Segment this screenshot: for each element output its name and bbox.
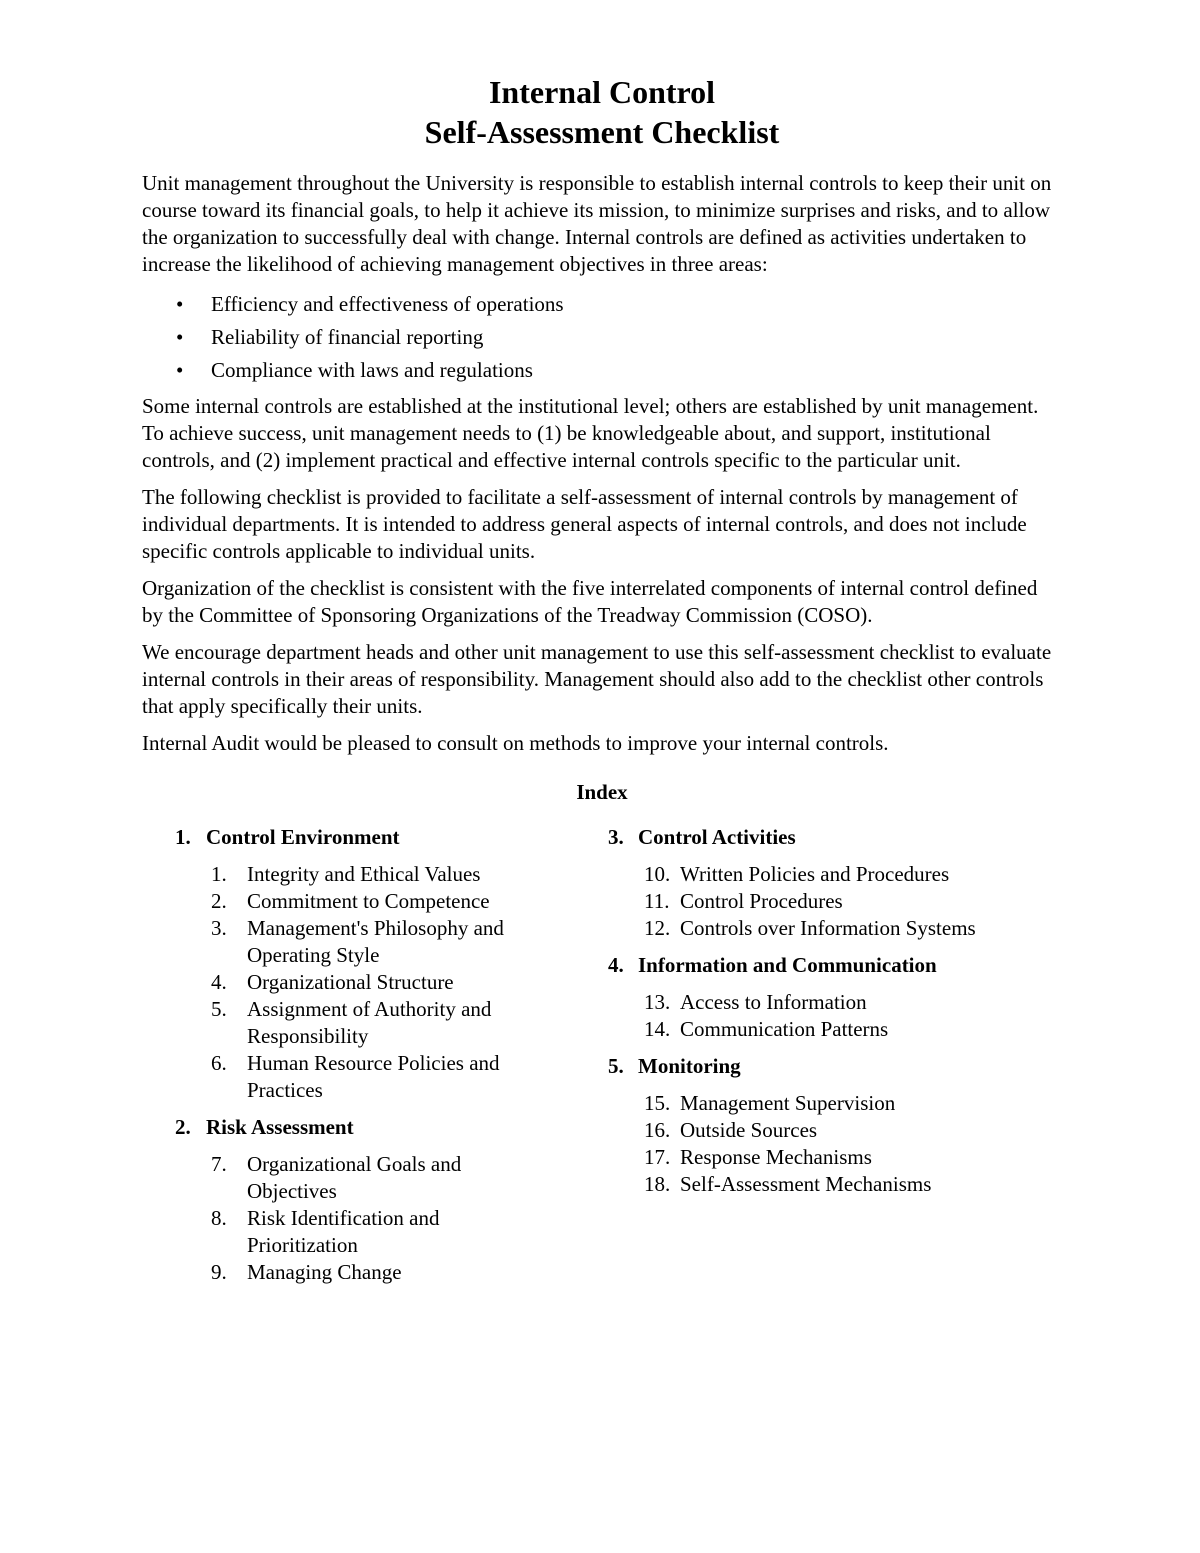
index-items: [608, 989, 1062, 1043]
title-line-2: Self-Assessment Checklist: [424, 114, 780, 150]
document-page: [142, 72, 1062, 1296]
item-number: 12.: [644, 916, 671, 940]
index-column-right: [608, 824, 1062, 1296]
list-item: [608, 888, 1062, 915]
section-label: Monitoring: [638, 1054, 741, 1078]
bullet-icon: •: [176, 358, 184, 382]
item-text: Written Policies and Procedures: [680, 862, 950, 886]
item-text: Control Procedures: [680, 889, 843, 913]
section-title: [142, 824, 608, 851]
index-section-control-environment: [142, 824, 608, 1104]
section-number: 4.: [608, 953, 624, 977]
index-section-risk-assessment: [142, 1114, 608, 1286]
index-column-left: [142, 824, 608, 1296]
item-text: Outside Sources: [680, 1118, 818, 1142]
paragraph-institutional-controls: Some internal controls are established at the institutional level; others are established by unit management. To achieve success, unit management needs to (1) be knowledgeable about, and support, institutional controls, and (2) implement practical and effective internal controls specific to the particular unit.: [142, 394, 1039, 472]
item-number: 4.: [211, 970, 227, 994]
list-item: [608, 915, 1062, 942]
section-title: [608, 824, 1062, 851]
item-text: Commitment to Competence: [247, 889, 490, 913]
item-text: Self-Assessment Mechanisms: [680, 1172, 932, 1196]
item-number: 2.: [211, 889, 227, 913]
section-number: 2.: [175, 1115, 191, 1139]
list-item: [142, 1050, 608, 1104]
list-item: [142, 996, 608, 1050]
section-title: [608, 1053, 1062, 1080]
item-number: 10.: [644, 862, 671, 886]
index-items: [608, 1090, 1062, 1198]
item-text: Response Mechanisms: [680, 1145, 872, 1169]
section-label: Control Activities: [638, 825, 796, 849]
item-number: 16.: [644, 1118, 671, 1142]
index-items: [142, 861, 608, 1104]
bullet-text: Compliance with laws and regulations: [211, 358, 533, 382]
index-columns: [142, 824, 1062, 1296]
item-text: Controls over Information Systems: [680, 916, 976, 940]
item-number: 14.: [644, 1017, 671, 1041]
item-text: Integrity and Ethical Values: [247, 862, 481, 886]
paragraph-checklist-purpose: The following checklist is provided to facilitate a self-assessment of internal controls by management of individual departments. It is intended to address general aspects of internal controls, and does not include specific controls applicable to individual units.: [142, 485, 1027, 563]
list-item: [142, 288, 1062, 321]
item-number: 18.: [644, 1172, 671, 1196]
section-number: 1.: [175, 825, 191, 849]
item-number: 5.: [211, 997, 227, 1021]
title-block: [142, 72, 1062, 152]
list-item: [608, 1090, 1062, 1117]
list-item: [608, 989, 1062, 1016]
intro-paragraph: Unit management throughout the University is responsible to establish internal controls to keep their unit on course toward its financial goals, to help it achieve its mission, to minimize surprises and risks, and to allow the organization to successfully deal with change. Internal controls are defined as activities undertaken to increase the likelihood of achieving management objectives in three areas:: [142, 171, 1052, 276]
paragraph-coso: Organization of the checklist is consistent with the five interrelated components of internal control defined by the Committee of Sponsoring Organizations of the Treadway Commission (COSO).: [142, 576, 1038, 627]
list-item: [142, 969, 608, 996]
section-title: [608, 952, 1062, 979]
item-text: Organizational Goals and Objectives: [247, 1152, 462, 1203]
item-text: Assignment of Authority and Responsibility: [247, 997, 492, 1048]
index-items: [608, 861, 1062, 942]
list-item: [142, 1151, 608, 1205]
objectives-list: [142, 288, 1062, 387]
list-item: [142, 1259, 608, 1286]
item-number: 6.: [211, 1051, 227, 1075]
item-number: 3.: [211, 916, 227, 940]
list-item: [608, 1016, 1062, 1043]
item-text: Management Supervision: [680, 1091, 896, 1115]
item-number: 15.: [644, 1091, 671, 1115]
item-text: Human Resource Policies and Practices: [247, 1051, 500, 1102]
item-number: 9.: [211, 1260, 227, 1284]
item-number: 11.: [644, 889, 670, 913]
item-text: Organizational Structure: [247, 970, 454, 994]
item-text: Management's Philosophy and Operating Style: [247, 916, 504, 967]
list-item: [142, 915, 608, 969]
bullet-icon: •: [176, 325, 184, 349]
list-item: [142, 354, 1062, 387]
section-label: Information and Communication: [638, 953, 937, 977]
bullet-text: Reliability of financial reporting: [211, 325, 484, 349]
item-number: 1.: [211, 862, 227, 886]
item-text: Access to Information: [680, 990, 867, 1014]
section-title: [142, 1114, 608, 1141]
item-text: Managing Change: [247, 1260, 402, 1284]
list-item: [142, 888, 608, 915]
paragraph-encouragement: We encourage department heads and other unit management to use this self-assessment checklist to evaluate internal controls in their areas of responsibility. Management should also add to the checklist other controls that apply specifically their units.: [142, 640, 1052, 718]
section-label: Control Environment: [206, 825, 400, 849]
item-number: 8.: [211, 1206, 227, 1230]
item-text: Risk Identification and Prioritization: [247, 1206, 440, 1257]
list-item: [608, 861, 1062, 888]
index-section-information-communication: [608, 952, 1062, 1043]
title-line-1: Internal Control: [488, 74, 716, 110]
section-label: Risk Assessment: [206, 1115, 354, 1139]
item-number: 17.: [644, 1145, 671, 1169]
index-heading: Index: [576, 780, 628, 804]
list-item: [608, 1144, 1062, 1171]
bullet-icon: •: [176, 292, 184, 316]
item-number: 13.: [644, 990, 671, 1014]
list-item: [142, 321, 1062, 354]
index-items: [142, 1151, 608, 1286]
list-item: [142, 1205, 608, 1259]
list-item: [608, 1117, 1062, 1144]
list-item: [608, 1171, 1062, 1198]
paragraph-internal-audit: Internal Audit would be pleased to consult on methods to improve your internal controls.: [142, 731, 889, 755]
section-number: 3.: [608, 825, 624, 849]
index-section-control-activities: [608, 824, 1062, 942]
bullet-text: Efficiency and effectiveness of operations: [211, 292, 564, 316]
index-section-monitoring: [608, 1053, 1062, 1198]
item-number: 7.: [211, 1152, 227, 1176]
section-number: 5.: [608, 1054, 624, 1078]
item-text: Communication Patterns: [680, 1017, 889, 1041]
list-item: [142, 861, 608, 888]
